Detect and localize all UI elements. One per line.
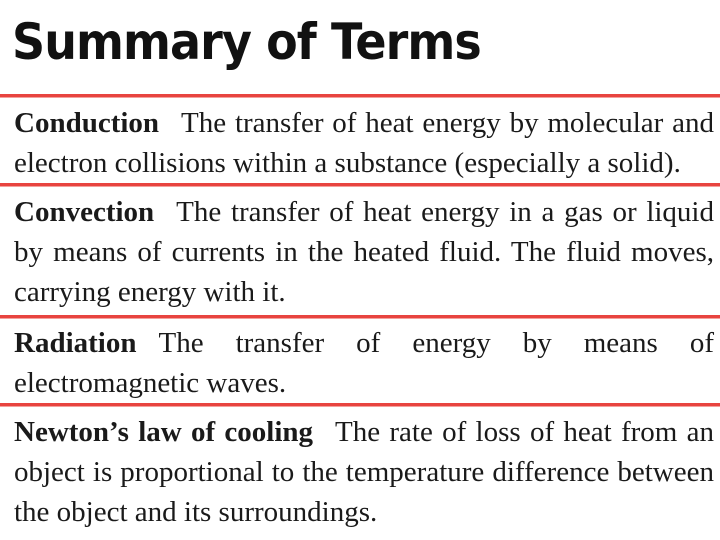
term-name: Radiation bbox=[14, 327, 137, 359]
term-name: Conduction bbox=[14, 107, 160, 139]
divider-rule bbox=[0, 94, 720, 97]
term-convection bbox=[14, 192, 714, 312]
term-definition: The rate of loss of heat from an object is proportional to the temperature difference between the object and its surroundings. bbox=[14, 416, 714, 528]
divider-rule bbox=[0, 403, 720, 406]
slide-title: Summary of Terms bbox=[12, 13, 481, 71]
term-definition: The transfer of heat energy in a gas or liquid by means of currents in the heated fluid. The fluid moves, carrying energy with it. bbox=[14, 196, 714, 308]
divider-rule bbox=[0, 183, 720, 186]
term-definition: The transfer of heat energy by molecular and electron collisions within a substance (especially a solid). bbox=[14, 107, 714, 179]
term-name: Newton’s law of cooling bbox=[14, 416, 314, 448]
term-newtons-law-of-cooling bbox=[14, 412, 714, 532]
term-conduction bbox=[14, 103, 714, 183]
term-radiation bbox=[14, 323, 714, 403]
term-name: Convection bbox=[14, 196, 155, 228]
term-definition: The transfer of energy by means of electromagnetic waves. bbox=[14, 327, 714, 399]
divider-rule bbox=[0, 315, 720, 318]
